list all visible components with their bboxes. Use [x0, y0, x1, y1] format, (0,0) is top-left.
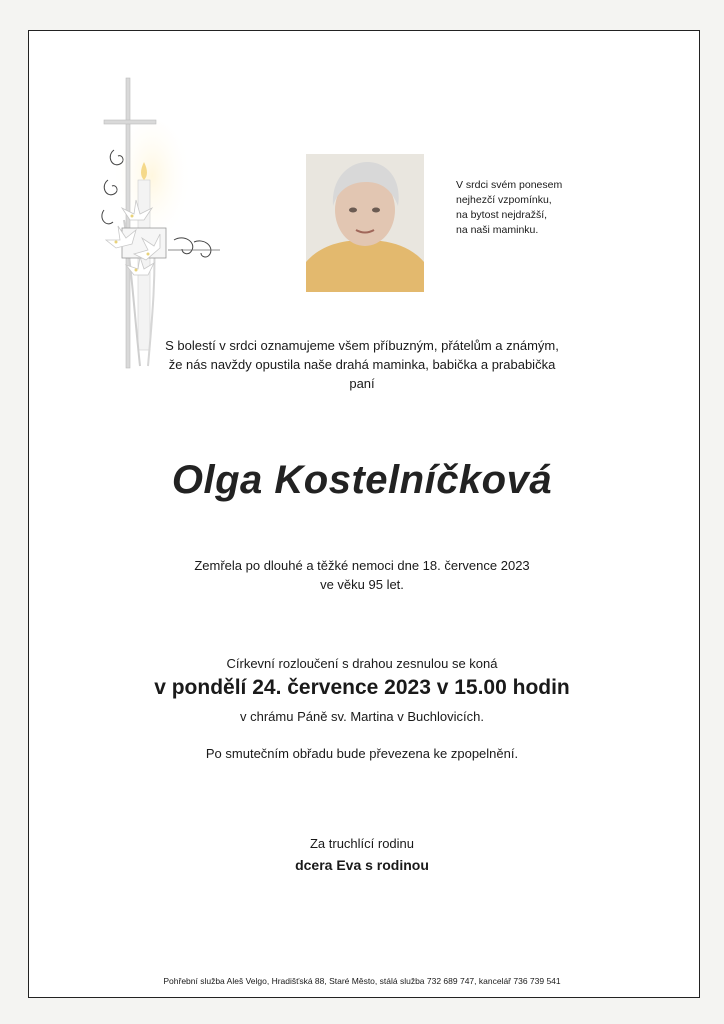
farewell-date-time: v pondělí 24. července 2023 v 15.00 hodin [154, 676, 570, 699]
announcement-line: S bolestí v srdci oznamujeme všem příbuzným, přátelům a známým, [165, 338, 559, 353]
verse-line: nejhezčí vzpomínku, [456, 194, 552, 206]
cross-candle-lilies-icon [94, 70, 234, 370]
mourners-label: Za truchlící rodinu [309, 836, 415, 851]
farewell-intro: Církevní rozloučení s drahou zesnulou se koná [226, 656, 498, 671]
death-info [0, 556, 724, 594]
memorial-verse [456, 178, 616, 238]
death-info-line: Zemřela po dlouhé a těžké nemoci dne 18. července 2023 [194, 558, 530, 573]
farewell-place: v chrámu Páně sv. Martina v Buchlovicích. [240, 709, 484, 724]
announcement-text [0, 336, 724, 393]
announcement-line: že nás navždy opustila naše drahá maminka, babička a prababička [168, 357, 556, 372]
verse-line: na bytost nejdražší, [456, 209, 548, 221]
funeral-service-footer: Pohřební služba Aleš Velgo, Hradišťská 88, Staré Město, stálá služba 732 689 747, kancelář 736 739 541 [163, 976, 561, 986]
cremation-note: Po smutečním obřadu bude převezena ke zpopelnění. [205, 746, 519, 761]
death-info-line: ve věku 95 let. [320, 577, 404, 592]
portrait-icon [306, 154, 424, 292]
verse-line: na naši maminku. [456, 224, 539, 236]
portrait-photo [306, 154, 424, 292]
deceased-name: Olga Kostelníčková [171, 458, 553, 502]
mourners-signature: dcera Eva s rodinou [295, 857, 429, 873]
announcement-line: paní [349, 376, 375, 391]
verse-line: V srdci svém ponesem [456, 179, 563, 191]
